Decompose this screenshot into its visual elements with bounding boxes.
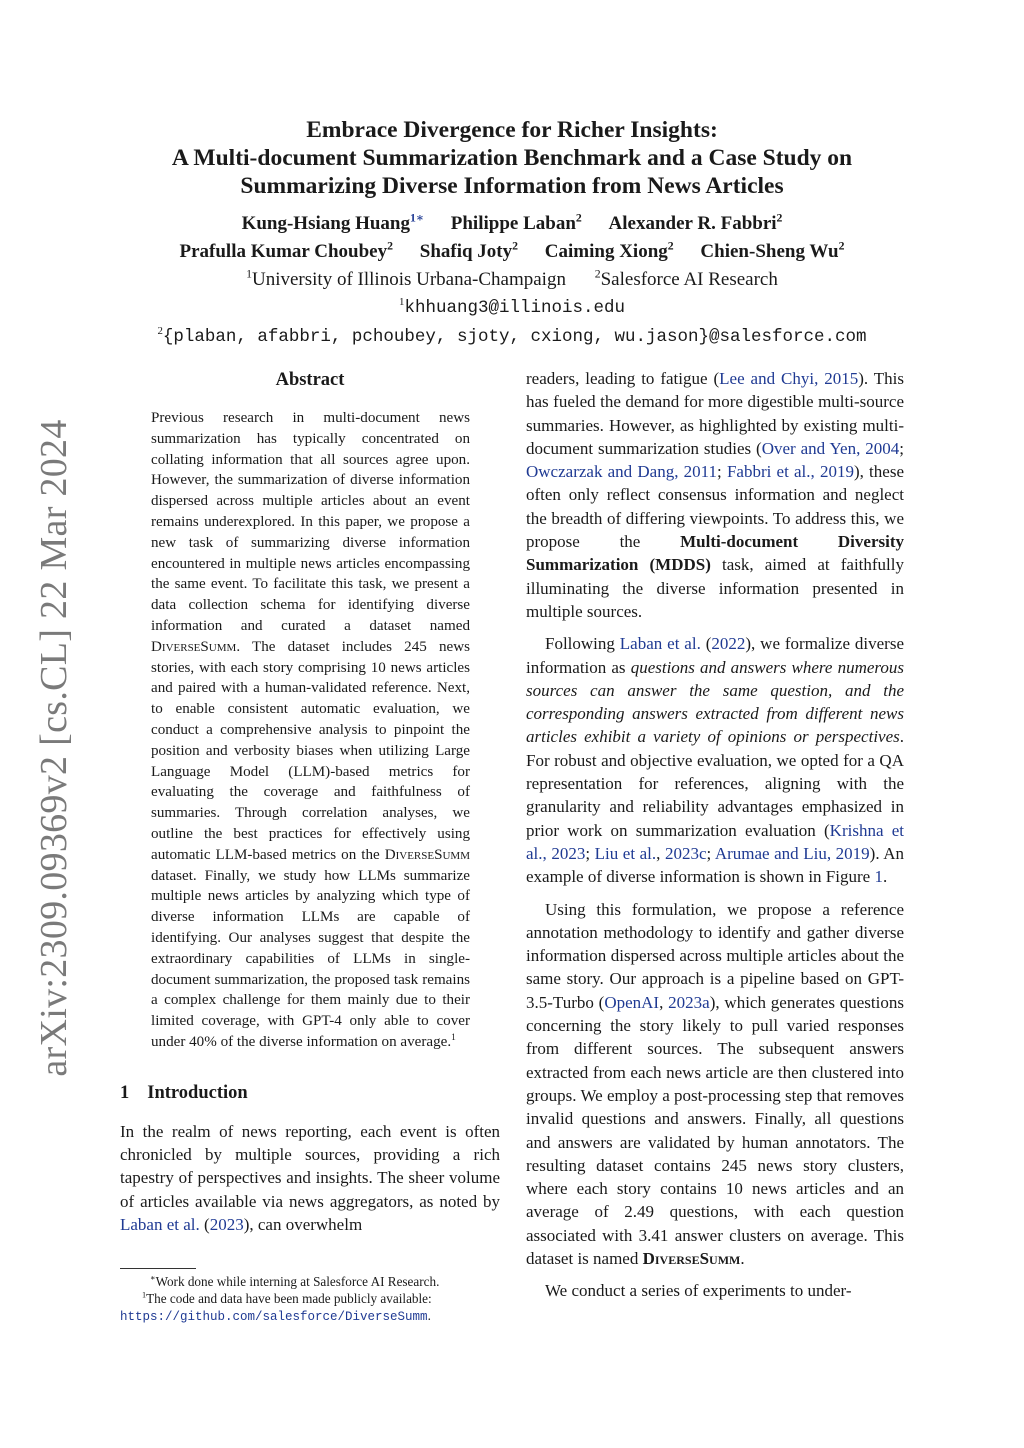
citation-link[interactable]: Over and Yen, 2004 xyxy=(761,438,900,458)
citation-year-link[interactable]: 2022 xyxy=(711,634,746,654)
author: Alexander R. Fabbri$^2$ xyxy=(608,211,783,234)
repository-link[interactable]: https://github.com/salesforce/DiverseSumm xyxy=(120,1310,428,1324)
citation-link[interactable]: Arumae and Liu, 2019 xyxy=(714,843,870,863)
citation-link[interactable]: OpenAI xyxy=(604,992,660,1012)
author-row-1 xyxy=(100,210,924,238)
author: Philippe Laban$^2$ xyxy=(450,211,582,234)
footnote-divider xyxy=(120,1268,196,1269)
paragraph: Following Laban et al. (2022), we formalize diverse information as questions and answers where numerous sources can answer the same question, and the corresponding answers extracted from different news articles exhibit a variety of opinions or perspectives. For robust and objective evaluation, we opted for a QA representation for references, aligning with the granularity and reliability advantages emphasized in prior work on summarization evaluation (Krishna et al., 2023; Liu et al., 2023c; Arumae and Liu, 2019). An example of diverse information is shown in Figure 1. xyxy=(526,634,905,887)
abstract-body: Previous research in multi-document news summarization has typically concentrated on collating information that all sources agree upon. However, the summarization of diverse information dispersed across multiple articles about an event remains underexplored. In this paper, we propose a new task of summarizing diverse information encountered in multiple news articles encompassing the same event. To facilitate this task, we present a data collection schema for identifying diverse information and curated a dataset named DiverseSumm. The dataset includes 245 news stories, with each story comprising 10 news articles and paired with a human-validated reference. Next, to enable consistent automatic evaluation, we conduct a comprehensive analysis to pinpoint the position and verbosity biases when utilizing Large Language Model (LLM)-based metrics for evaluating the coverage and faithfulness of summaries. Through correlation analyses, we outline the best practices for effectively using automatic LLM-based metrics on the DiverseSumm dataset. Finally, we study how LLMs summarize multiple news articles by analyzing which type of diverse information LLMs are capable of identifying. Our analyses suggest that despite the extraordinary capabilities of LLMs in single-document summarization, the proposed task remains a complex challenge for them mainly due to their limited coverage, with GPT-4 only able to cover under 40% of the diverse information on average.$^1$ xyxy=(151,410,470,1050)
email-line-2: $^2${plaban, afabbri, pchoubey, sjoty, cxiong, wu.jason}@salesforce.com xyxy=(157,325,867,347)
citation-link[interactable]: Lee and Chyi, 2015 xyxy=(719,369,859,388)
figure-reference-link[interactable]: 1 xyxy=(874,867,883,887)
paragraph: We conduct a series of experiments to under- xyxy=(545,1281,852,1301)
paragraph: Using this formulation, we propose a reference annotation methodology to identify and gather diverse information dispersed across multiple articles about the same story. Our approach is a pipeline based on GPT-3.5-Turbo (OpenAI, 2023a), which generates questions concerning the story likely to pull varied responses from different sources. The subsequent answers extracted from each news article are then clustered into groups. We employ a post-processing step that removes invalid questions and answers. Finally, all questions and answers are validated by human annotators. The resulting dataset contains 245 news story clusters, where each story contains 10 news articles and an average of 2.49 questions, with each question associated with 3.41 answer clusters on average. This dataset is named DiverseSumm. xyxy=(526,899,904,1268)
footnote-url-line: https://github.com/salesforce/DiverseSumm. xyxy=(120,1308,431,1324)
citation-year-link[interactable]: 2023 xyxy=(209,1214,244,1234)
author: Caiming Xiong$^2$ xyxy=(544,239,674,262)
author: Chien-Sheng Wu$^2$ xyxy=(700,239,845,262)
citation-year-link[interactable]: 2023c xyxy=(664,843,707,863)
arxiv-identifier-stamp xyxy=(24,419,84,1077)
footnote: ∗Work done while interning at Salesforce AI Research. xyxy=(150,1273,440,1289)
dataset-name: DiverseSumm xyxy=(384,846,470,863)
author-row-2 xyxy=(100,238,924,266)
arxiv-identifier-text: arXiv:2309.09369v2 [cs.CL] 22 Mar 2024 xyxy=(33,419,75,1077)
citation-link[interactable]: Laban et al. xyxy=(120,1214,200,1234)
citation-year-link[interactable]: 2023a xyxy=(668,992,710,1012)
definition-italic: questions and answers where numerous sources can answer the same question, and the corresponding answers extracted from different news articles exhibit a variety of opinions or perspectives xyxy=(526,657,905,747)
author: Shafiq Joty$^2$ xyxy=(419,239,519,262)
abstract-heading: Abstract xyxy=(275,370,345,390)
citation-link[interactable]: Liu et al. xyxy=(594,843,657,863)
dataset-name: DiverseSumm xyxy=(642,1248,741,1268)
title-line-3: Summarizing Diverse Information from News Articles xyxy=(240,173,784,199)
section-heading-introduction: 1 Introduction xyxy=(120,1082,248,1103)
footnote-marker[interactable]: 1 xyxy=(451,1032,456,1043)
affiliation: $^1$University of Illinois Urbana-Champaign xyxy=(246,267,566,290)
title-line-2: A Multi-document Summarization Benchmark and a Case Study on xyxy=(171,145,853,171)
citation-link[interactable]: Krishna et al., 2023 xyxy=(526,820,904,863)
citation-link[interactable]: Fabbri et al., 2019 xyxy=(726,462,854,482)
author: Kung-Hsiang Huang$^{1∗}$ xyxy=(241,211,424,234)
email-address: {plaban, afabbri, pchoubey, sjoty, cxiong, wu.jason}@salesforce.com xyxy=(162,327,867,347)
paper-header xyxy=(100,116,924,351)
citation-link[interactable]: Owczarzak and Dang, 2011 xyxy=(526,462,718,482)
author: Prafulla Kumar Choubey$^2$ xyxy=(179,239,393,262)
paragraph: readers, leading to fatigue (Lee and Chyi, 2015). This has fueled the demand for more digestible multi-source summaries. However, as highlighted by existing multi-document summarization studies (Over and Yen, 2004; Owczarzak and Dang, 2011; Fabbri et al., 2019), these often only reflect consensus information and neglect the breadth of differing viewpoints. To address this, we propose the Multi-document Diversity Summarization (MDDS) task, aimed at faithfully illuminating the diverse information presented in multiple sources. xyxy=(526,369,905,621)
left-column xyxy=(120,364,500,1236)
affiliation: $^2$Salesforce AI Research xyxy=(594,267,778,290)
intro-paragraph: In the realm of news reporting, each event is often chronicled by multiple sources, providing a rich tapestry of perspectives and insights. The sheer volume of articles available via news aggregators, as noted by Laban et al. (2023), can overwhelm xyxy=(120,1121,500,1234)
title-line-1: Embrace Divergence for Richer Insights: xyxy=(306,117,718,143)
dataset-name: DiverseSumm xyxy=(151,638,237,655)
right-column xyxy=(526,367,904,1303)
email-address: khhuang3@illinois.edu xyxy=(404,298,625,318)
footnotes xyxy=(120,1268,500,1326)
footnote: $^1$The code and data have been made publicly available: xyxy=(142,1290,432,1306)
task-name: Multi-document Diversity Summarization (MDDS) xyxy=(526,532,905,575)
citation-link[interactable]: Laban et al. xyxy=(619,634,701,654)
email-line-1: $^1$khhuang3@illinois.edu xyxy=(399,296,625,318)
affiliations xyxy=(100,266,924,293)
